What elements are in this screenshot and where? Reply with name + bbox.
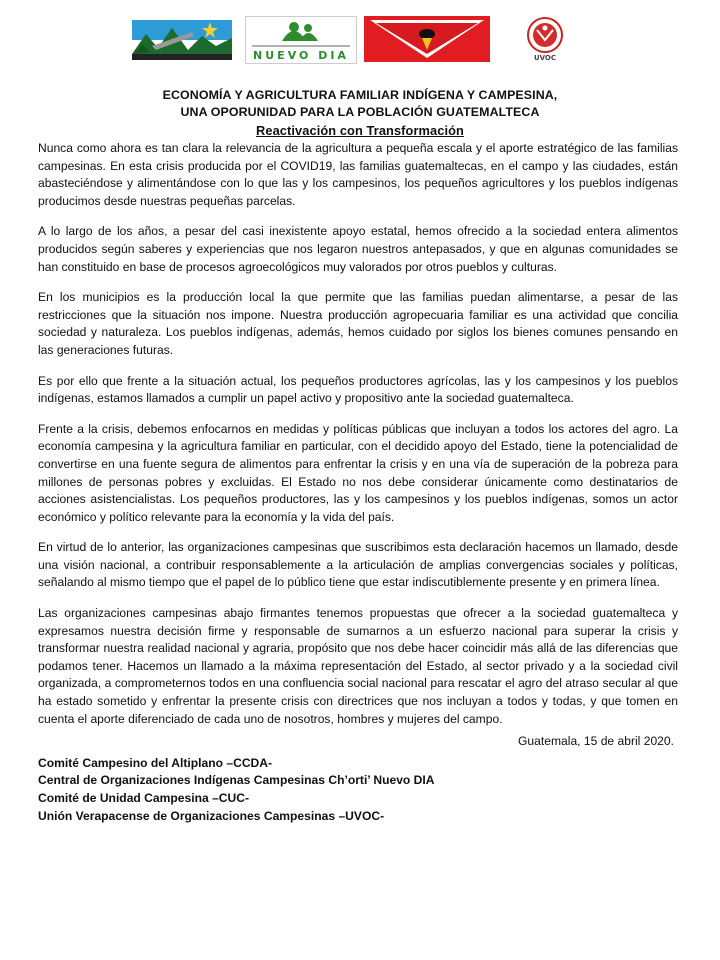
document-title-line-1: ECONOMÍA Y AGRICULTURA FAMILIAR INDÍGENA Y CAMPESINA, [162, 88, 558, 102]
paragraph-2: A lo largo de los años, a pesar del casi inexistente apoyo estatal, hemos ofrecido a la sociedad entera alimentos producidos según saberes y experiencias que nos legaron nuestros antepasados, y que en algunas comunidades se han constituido en base de procesos agroecológicos muy valorados por otros pueblos y culturas. [38, 224, 678, 274]
paragraph-5: Frente a la crisis, debemos enfocarnos en medidas y políticas públicas que incluyan a todos los actores del agro. La economía campesina y la agricultura familiar en particular, con el decidido apoyo del Estado, tiene la potencialidad de convertirse en una fuente segura de alimentos para enfrentar la crisis y en una vía de superación de la pobreza para millones de personas pobres y excluidas. El Estado no nos debe considerar únicamente como destinatarios de acciones asistencialistas. Los pequeños productores, las y los campesinos y los pueblos indígenas, somos un actor económico y político relevante para la economía y la vida del país. [38, 421, 678, 524]
nuevo-dia-logo-text: NUEVO DIA [253, 49, 349, 62]
paragraph-7: Las organizaciones campesinas abajo firmantes tenemos propuestas que ofrecer a la sociedad guatemalteca y expresamos nuestra decisión firme y responsable de sumarnos a un esfuerzo nacional para superar la crisis y transformar nuestra realidad nacional y agraria, propósito que nos debe hacer coincidir más allá de las diferencias que podamos tener. Hacemos un llamado a la máxima representación del Estado, al sector privado y a la sociedad civil organizada, a comprometernos todos en una confluencia social nacional para rescatar el agro del atraso secular al que ha estado sometido y enfrentar la presente crisis con directrices que nos incluyan a todos y todas, y que tomen en cuenta el aporte diferenciado de cada uno de nosotros, hombres y mujeres del campo. [38, 606, 678, 726]
signatory-nuevo-dia: Central de Organizaciones Indígenas Campesinas Ch’orti’ Nuevo DIA [38, 773, 435, 788]
ccda-logo [132, 16, 232, 62]
document-date: Guatemala, 15 de abril 2020. [518, 734, 674, 749]
cuc-logo [364, 16, 490, 62]
paragraph-6: En virtud de lo anterior, las organizaciones campesinas que suscribimos esta declaración hacemos un llamado, desde una visión nacional, a contribuir responsablemente a la articulación de amplias convergencias sociales y políticas, señalando al mismo tiempo que el papel de lo público tiene que estar indiscutiblemente presente y en primera línea. [38, 540, 678, 590]
signatory-cuc: Comité de Unidad Campesina –CUC- [38, 791, 250, 805]
document-body [38, 140, 678, 825]
uvoc-logo-text: UVOC [533, 54, 557, 62]
document-title-line-2: UNA OPORUNIDAD PARA LA POBLACIÓN GUATEMALTECA [180, 105, 540, 119]
document-subtitle: Reactivación con Transformación [256, 123, 464, 138]
signatory-uvoc: Unión Verapacense de Organizaciones Campesinas –UVOC- [38, 808, 385, 823]
uvoc-logo [505, 16, 585, 62]
paragraph-3: En los municipios es la producción local la que permite que las familias puedan alimentarse, a pesar de las restricciones que la situación nos impone. Nuestra producción agropecuaria familiar es una actividad que concilia sociedad y naturaleza. Los pueblos indígenas, además, hemos cuidado por siglos los bienes comunes pensando en las generaciones futuras. [38, 290, 678, 357]
logo-strip [0, 16, 720, 66]
paragraph-1: Nunca como ahora es tan clara la relevancia de la agricultura a pequeña escala y el aporte estratégico de las familias campesinas. En esta crisis producida por el COVID19, las familias guatemaltecas, en el campo y las ciudades, están abasteciéndose y alimentándose con lo que las y los campesinos, los pequeños agricultores y los pueblos indígenas producimos desde nuestras pequeñas parcelas. [38, 141, 678, 208]
paragraph-4: Es por ello que frente a la situación actual, los pequeños productores agrícolas, las y los campesinos y los pueblos indígenas, estamos llamados a cumplir un papel activo y propositivo ante la sociedad guatemalteca. [38, 373, 678, 406]
signatory-ccda: Comité Campesino del Altiplano –CCDA- [38, 755, 273, 770]
nuevo-dia-logo [245, 16, 357, 64]
